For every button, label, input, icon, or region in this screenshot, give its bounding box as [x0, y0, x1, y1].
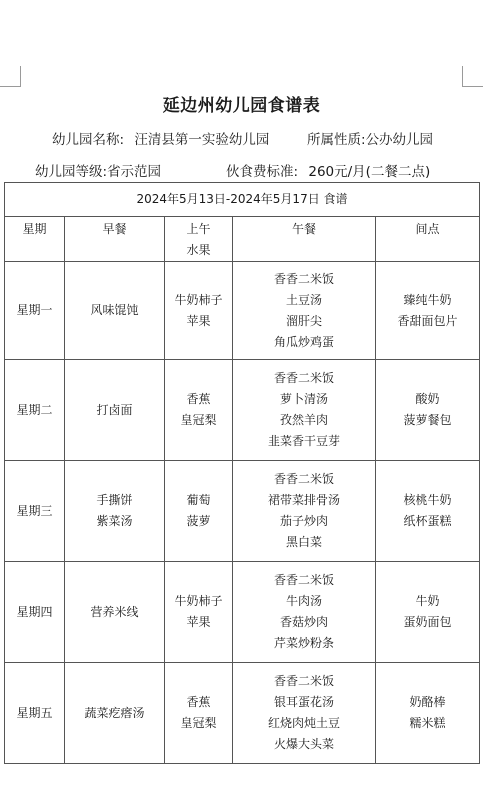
- document-title: 延边州幼儿园食谱表: [162, 96, 321, 116]
- morning-fruit-item: 皇冠梨: [180, 716, 217, 730]
- snack-item: 核桃牛奶: [403, 493, 452, 507]
- lunch-cell: [233, 562, 376, 663]
- meal-fee-label: 伙食费标准:: [226, 164, 299, 180]
- breakfast-item: 营养米线: [90, 604, 139, 619]
- snack-cell: [376, 360, 480, 461]
- lunch-item: 香菇炒肉: [279, 615, 328, 629]
- snack-item: 臻纯牛奶: [403, 292, 452, 307]
- header-fruit-line-1: 上午: [186, 222, 211, 236]
- school-name-field: [52, 128, 269, 148]
- page-corner-mark-top-right: [462, 66, 483, 87]
- lunch-item: 香香二米饭: [273, 271, 334, 286]
- breakfast-cell: [65, 663, 165, 764]
- table-row: [5, 360, 480, 461]
- school-nature-value: 公办幼儿园: [365, 132, 434, 148]
- table-row: [5, 461, 480, 562]
- morning-fruit-cell: [165, 262, 233, 360]
- lunch-item: 萝卜清汤: [279, 392, 328, 406]
- snack-item: 牛奶: [415, 594, 440, 608]
- lunch-item: 土豆汤: [285, 292, 322, 307]
- school-nature-label: 所属性质:: [307, 132, 366, 148]
- morning-fruit-item: 香蕉: [186, 392, 211, 406]
- breakfast-item: 手撕饼: [96, 493, 133, 507]
- table-header-row: [5, 217, 480, 262]
- lunch-item: 香香二米饭: [273, 674, 334, 688]
- morning-fruit-item: 牛奶柿子: [174, 594, 223, 608]
- lunch-item: 火爆大头菜: [273, 737, 334, 751]
- school-name-label: 幼儿园名称:: [52, 132, 125, 148]
- table-row: [5, 562, 480, 663]
- day-cell: 星期三: [5, 461, 65, 562]
- school-grade-label: 幼儿园等级:: [35, 164, 108, 180]
- snack-item: 糯米糕: [409, 716, 446, 730]
- header-fruit-line-2: 水果: [186, 243, 211, 257]
- snack-cell: [376, 562, 480, 663]
- morning-fruit-item: 苹果: [186, 313, 211, 328]
- lunch-item: 红烧肉炖土豆: [267, 716, 340, 730]
- day-cell: 星期一: [5, 262, 65, 360]
- day-cell: 星期五: [5, 663, 65, 764]
- lunch-cell: [233, 461, 376, 562]
- menu-table-body: [5, 262, 480, 764]
- table-row: [5, 262, 480, 360]
- morning-fruit-cell: [165, 461, 233, 562]
- lunch-cell: [233, 262, 376, 360]
- lunch-cell: [233, 663, 376, 764]
- menu-table: [4, 182, 480, 764]
- header-fruit: [165, 217, 233, 262]
- snack-item: 香甜面包片: [397, 313, 458, 328]
- snack-cell: [376, 663, 480, 764]
- morning-fruit-item: 菠萝: [186, 514, 211, 528]
- morning-fruit-item: 苹果: [186, 615, 211, 629]
- snack-item: 酸奶: [415, 392, 440, 406]
- morning-fruit-cell: [165, 562, 233, 663]
- lunch-item: 香香二米饭: [273, 472, 334, 486]
- snack-item: 纸杯蛋糕: [403, 514, 452, 528]
- school-grade-field: [35, 160, 161, 180]
- table-caption: 2024年5月13日-2024年5月17日 食谱: [5, 183, 480, 217]
- breakfast-cell: [65, 262, 165, 360]
- lunch-item: 角瓜炒鸡蛋: [273, 334, 334, 349]
- table-row: [5, 663, 480, 764]
- lunch-item: 裙带菜排骨汤: [267, 493, 340, 507]
- school-name-value: 汪清县第一实验幼儿园: [134, 132, 270, 148]
- school-grade-value: 省示范园: [107, 164, 162, 180]
- header-lunch: 午餐: [233, 217, 376, 262]
- morning-fruit-cell: [165, 663, 233, 764]
- breakfast-item: 紫菜汤: [96, 514, 133, 528]
- lunch-item: 牛肉汤: [285, 594, 322, 608]
- lunch-item: 香香二米饭: [273, 371, 334, 385]
- meal-fee-field: [226, 160, 430, 180]
- breakfast-item: 风味馄饨: [90, 303, 139, 317]
- lunch-item: 孜然羊肉: [279, 413, 328, 427]
- morning-fruit-item: 葡萄: [186, 493, 211, 507]
- day-cell: 星期四: [5, 562, 65, 663]
- page-corner-mark-top-left: [0, 66, 21, 87]
- snack-cell: [376, 461, 480, 562]
- lunch-item: 溜肝尖: [285, 313, 322, 328]
- snack-item: 奶酪棒: [409, 695, 446, 709]
- snack-item: 菠萝餐包: [403, 413, 452, 427]
- breakfast-cell: [65, 461, 165, 562]
- morning-fruit-cell: [165, 360, 233, 461]
- school-nature-field: [307, 128, 433, 148]
- snack-cell: [376, 262, 480, 360]
- lunch-cell: [233, 360, 376, 461]
- lunch-item: 香香二米饭: [273, 573, 334, 587]
- morning-fruit-item: 牛奶柿子: [174, 292, 223, 307]
- snack-item: 蛋奶面包: [403, 615, 452, 629]
- lunch-item: 银耳蛋花汤: [273, 695, 334, 709]
- lunch-item: 黑白菜: [285, 535, 322, 549]
- header-breakfast: 早餐: [65, 217, 165, 262]
- morning-fruit-item: 皇冠梨: [180, 413, 217, 427]
- breakfast-cell: [65, 562, 165, 663]
- lunch-item: 韭菜香干豆芽: [267, 434, 340, 448]
- lunch-item: 芹菜炒粉条: [273, 636, 334, 650]
- header-day: 星期: [5, 217, 65, 262]
- day-cell: 星期二: [5, 360, 65, 461]
- header-snack: 间点: [376, 217, 480, 262]
- morning-fruit-item: 香蕉: [186, 695, 211, 709]
- breakfast-item: 蔬菜疙瘩汤: [84, 705, 145, 720]
- breakfast-cell: [65, 360, 165, 461]
- meal-fee-value: 260元/月(二餐二点): [308, 164, 431, 180]
- breakfast-item: 打卤面: [96, 402, 133, 417]
- lunch-item: 茄子炒肉: [279, 514, 328, 528]
